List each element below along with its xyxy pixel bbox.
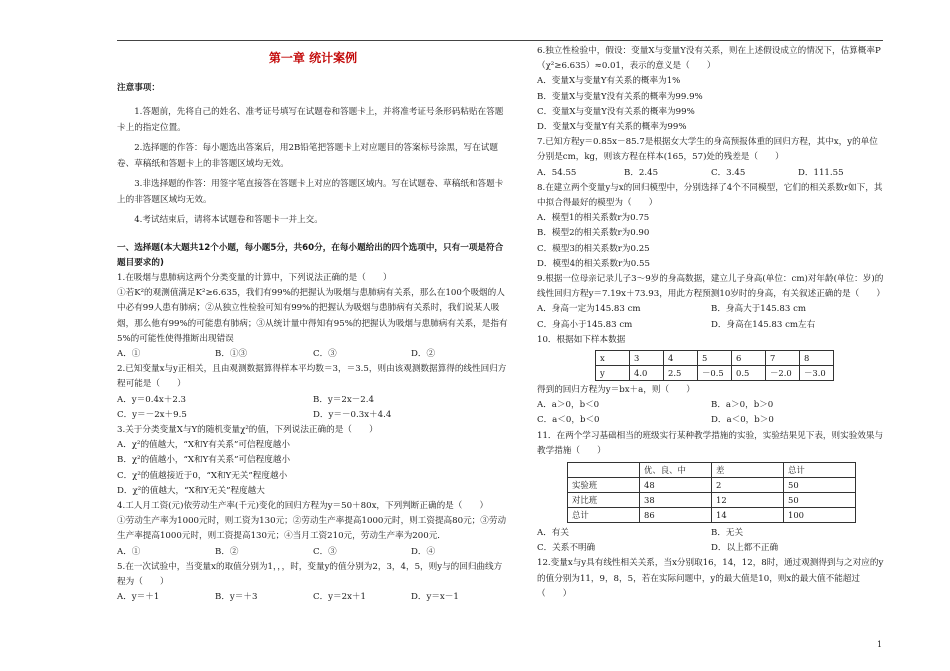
q5-stem: 5.在一次试验中，当变量x的取值分别为1，，，时，变量y的值分别为2，3，4，5，则y与的回归曲线方程为（ ） [117,561,503,588]
table-cell: 4 [664,351,698,366]
q7-option-a: A．54.55 [537,167,577,178]
question-9 [537,272,885,333]
table-cell: 38 [640,493,712,508]
notice-item-1: 1.答题前，先将自己的姓名、准考证号填写在试题卷和答题卡上，并将准考证号条形码粘贴在答题卡上的指定位置。 [117,107,504,133]
q3-option-d: D．χ²的值越大，“X和Y无关”程度越大 [117,485,265,496]
q8-option-b: B．模型2的相关系数r为0.90 [537,228,650,239]
q5-option-d: D．y＝x－1 [411,592,459,603]
q2-options [117,393,509,423]
q9-option-a: A．身高一定为145.83 cm [537,304,641,315]
q11-stem: 11．在两个学习基础相当的班级实行某种教学措施的实验，实验结果见下表，则实验效果与教学措施（ ） [537,430,884,456]
question-7 [537,135,885,181]
right-column [537,44,885,602]
q4-option-a: A．① [117,546,141,557]
question-1 [117,271,509,362]
notice-item-3: 3.非选择题的作答：用签字笔直接答在答题卡上对应的答题区域内。写在试题卷、草稿纸和答题卡上的非答题区域均无效。 [117,179,504,205]
q10-stem: 10．根据如下样本数据 [537,334,626,345]
question-2 [117,362,509,423]
question-4 [117,499,509,560]
q5-option-c: C．y＝2x＋1 [313,592,366,603]
table-cell: y [596,366,630,381]
q10-data-table [595,350,834,381]
q4-option-d: D．④ [411,546,436,557]
table-cell: 48 [640,478,712,493]
table-cell: 差 [712,463,784,478]
q3-option-a: A．χ²的值越大，“X和Y有关系”可信程度越小 [117,440,290,451]
q6-option-d: D．变量X与变量Y有关系的概率为99% [537,122,687,133]
table-cell: 总计 [784,463,856,478]
q8-option-c: C．模型3的相关系数r为0.25 [537,243,650,254]
question-10 [537,333,885,429]
q10-option-d: D．a＜0，b＞0 [711,415,774,426]
q8-option-d: D．模型4的相关系数r为0.55 [537,258,650,269]
page-title: 第一章 统计案例 [268,51,358,65]
q2-option-d: D．y＝－0.3x＋4.4 [313,409,392,420]
q10-after: 得到的回归方程为y＝bx＋a，则（ ） [537,385,695,396]
q2-option-c: C．y＝－2x＋9.5 [117,409,187,420]
q9-option-c: C．身高小于145.83 cm [537,319,633,330]
q11-data-table [567,462,856,523]
table-row [568,508,856,523]
table-row [596,366,834,381]
q9-stem: 9.根据一位母亲记录儿子3～9岁的身高数据，建立儿子身高(单位：cm)对年龄(单位：岁)的线性回归方程y＝7.19x＋73.93，用此方程预测10岁时的身高，有关叙述正确的是（ ） [537,274,885,300]
q1-stem: 1.在吸烟与患肺病这两个分类变量的计算中，下列说法正确的是（ ） [117,273,392,283]
q1-body: ①若K²的观测值满足K²≥6.635，我们有99%的把握认为吸烟与患肺病有关系，那么在100个吸烟的人中必有99人患有肺病；②从独立性检验可知有99%的把握认为吸烟与患肺病有关系时，我们说某人吸烟，那么他有99%的可能患有肺病；③从统计量中得知有95%的把握认为吸烟与患肺病有关系，是指有5%的可能性使得推断出现错误 [117,288,508,344]
q7-option-d: D．111.55 [798,167,844,178]
question-11 [537,429,885,557]
table-row [568,493,856,508]
table-cell: 4.0 [630,366,664,381]
q9-option-b: B．身高大于145.83 cm [711,304,807,315]
table-cell: 14 [712,508,784,523]
q3-option-c: C．χ²的值越接近于0，“X和Y无关”程度越小 [117,470,288,481]
table-cell: 2 [712,478,784,493]
section-heading: 一、选择题(本大题共12个小题，每小题5分，共60分，在每小题给出的四个选项中，只有一项是符合题目要求的) [117,243,504,268]
question-6 [537,44,885,135]
table-row [596,351,834,366]
table-cell: 实验班 [568,478,640,493]
table-cell: 8 [800,351,834,366]
q6-option-b: B．变量X与变量Y没有关系的概率为99.9% [537,91,703,102]
table-cell: 86 [640,508,712,523]
table-cell: 3 [630,351,664,366]
q9-option-d: D．身高在145.83 cm左右 [711,319,816,330]
table-cell: 0.5 [732,366,766,381]
q12-stem: 12.变量x与y具有线性相关关系，当x分别取16，14，12，8时，通过观测得到与之对应的y的值分别为11，9，8，5，若在实际问题中，y的最大值是10，则x的最大值不能超过（ ） [537,558,884,599]
q1-option-d: D．② [411,349,436,360]
q4-stem: 4.工人月工资(元)依劳动生产率(千元)变化的回归方程为y＝50＋80x，下列判断正确的是（ ） [117,501,489,512]
q7-options [537,166,885,181]
table-cell: －0.5 [698,366,732,381]
q11-option-b: B．无关 [711,528,744,539]
q4-option-c: C．③ [313,546,337,557]
question-5 [117,560,509,606]
q1-option-c: C．③ [313,349,337,360]
q11-option-c: C．关系不明确 [537,543,596,554]
q1-option-a: A．① [117,349,141,360]
q2-stem: 2.已知变量x与y正相关，且由观测数据算得样本平均数＝3，＝3.5，则由该观测数据算得的线性回归方程可能是（ ） [117,364,507,390]
table-cell: 5 [698,351,732,366]
q5-option-a: A．y＝＋1 [117,592,160,603]
table-cell: x [596,351,630,366]
left-column [117,44,509,605]
q11-option-a: A．有关 [537,528,569,539]
table-row [568,478,856,493]
q7-option-b: B．2.45 [624,167,659,178]
q11-options [537,526,885,556]
q5-option-b: B．y＝＋3 [215,592,258,603]
table-cell: 100 [784,508,856,523]
q9-options [537,302,885,332]
q10-options [537,398,885,428]
table-cell [568,463,640,478]
table-cell: 50 [784,493,856,508]
table-cell: 对比班 [568,493,640,508]
q10-option-c: C．a＜0，b＜0 [537,415,600,426]
q3-stem: 3.关于分类变量X与Y的随机变量χ²的值，下列说法正确的是（ ） [117,425,378,436]
q10-option-a: A．a＞0，b＜0 [537,400,600,411]
notice-item-4: 4.考试结束后，请将本试题卷和答题卡一并上交。 [134,215,323,225]
q4-body: ①劳动生产率为1000元时，则工资为130元；②劳动生产率提高1000元时，则工资提高80元；③劳动生产率提高1000元时，则工资提高130元；④当月工资210元，劳动生产率为200元． [117,516,507,542]
q7-stem: 7.已知方程y＝0.85x－85.7是根据女大学生的身高预报体重的回归方程，其中x，y的单位分别是cm，kg，则该方程在样本(165，57)处的残差是（ ） [537,137,878,163]
question-12 [537,556,885,602]
table-cell: 总计 [568,508,640,523]
question-3 [117,423,509,499]
header-rule [117,40,883,41]
table-cell: －3.0 [800,366,834,381]
q1-options [117,347,509,362]
q7-option-c: C．3.45 [711,167,746,178]
notice-item-2: 2.选择题的作答：每小题选出答案后，用2B铅笔把答题卡上对应题目的答案标号涂黑，写在试题卷、草稿纸和答题卡上的非答题区域均无效。 [117,143,498,169]
q8-stem: 8.在建立两个变量y与x的回归模型中，分别选择了4个不同模型，它们的相关系数r如下，其中拟合得最好的模型为（ ） [537,182,883,209]
notice-heading: 注意事项： [117,83,160,93]
q1-option-b: B．①③ [215,349,248,360]
question-8 [537,181,885,272]
q6-stem: 6.独立性检验中，假设：变量X与变量Y没有关系，则在上述假设成立的情况下，估算概率P（χ²≥6.635）≈0.01，表示的意义是（ ） [537,46,881,72]
page-number: 1 [877,640,883,649]
q11-option-d: D．以上都不正确 [711,543,779,554]
table-cell: 优、良、中 [640,463,712,478]
q6-option-a: A．变量X与变量Y有关系的概率为1% [537,76,681,87]
q2-option-a: A．y＝0.4x＋2.3 [117,394,187,405]
table-row [568,463,856,478]
q2-option-b: B．y＝2x－2.4 [313,394,374,405]
table-cell: 6 [732,351,766,366]
table-cell: －2.0 [766,366,800,381]
table-cell: 12 [712,493,784,508]
table-cell: 7 [766,351,800,366]
q5-options [117,590,509,605]
q8-option-a: A．模型1的相关系数r为0.75 [537,213,650,224]
table-cell: 2.5 [664,366,698,381]
q4-option-b: B．② [215,546,239,557]
q3-option-b: B．χ²的值越小，“X和Y有关系”可信程度越小 [117,455,291,466]
q10-option-b: B．a＞0，b＞0 [711,400,774,411]
q6-option-c: C．变量X与变量Y没有关系的概率为99% [537,106,695,117]
table-cell: 50 [784,478,856,493]
q4-options [117,545,509,560]
